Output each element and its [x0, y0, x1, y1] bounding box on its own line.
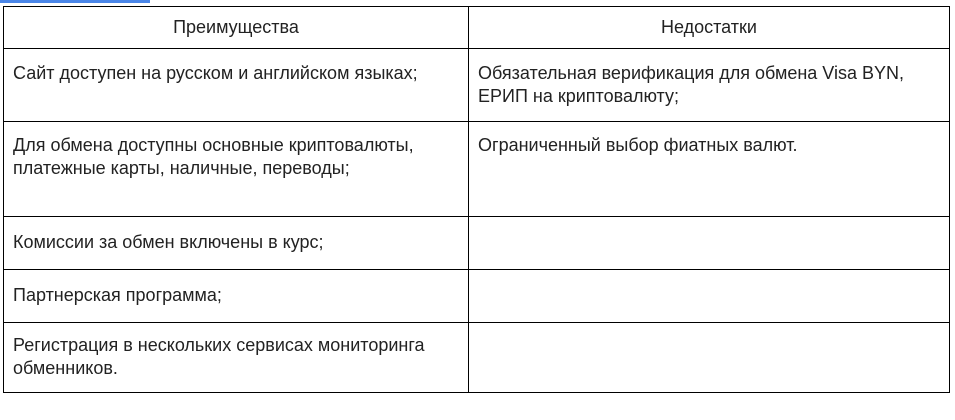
table-row [4, 217, 950, 270]
advantage-cell: Комиссии за обмен включены в курс; [4, 217, 469, 270]
disadvantage-cell [469, 270, 950, 323]
table-header-row [4, 7, 950, 49]
top-accent-bar [0, 0, 150, 3]
advantage-cell: Сайт доступен на русском и английском языках; [4, 49, 469, 122]
table-row [4, 270, 950, 323]
disadvantage-cell [469, 217, 950, 270]
header-disadvantages: Недостатки [469, 7, 950, 49]
disadvantage-cell [469, 323, 950, 393]
table-row [4, 49, 950, 122]
pros-cons-table [3, 6, 950, 393]
advantage-cell: Партнерская программа; [4, 270, 469, 323]
advantage-cell: Для обмена доступны основные криптовалюты, платежные карты, наличные, переводы; [4, 122, 469, 217]
disadvantage-cell: Ограниченный выбор фиатных валют. [469, 122, 950, 217]
advantage-cell: Регистрация в нескольких сервисах мониторинга обменников. [4, 323, 469, 393]
disadvantage-cell: Обязательная верификация для обмена Visa BYN, ЕРИП на криптовалюту; [469, 49, 950, 122]
table-row [4, 122, 950, 217]
table-row [4, 323, 950, 393]
header-advantages: Преимущества [4, 7, 469, 49]
